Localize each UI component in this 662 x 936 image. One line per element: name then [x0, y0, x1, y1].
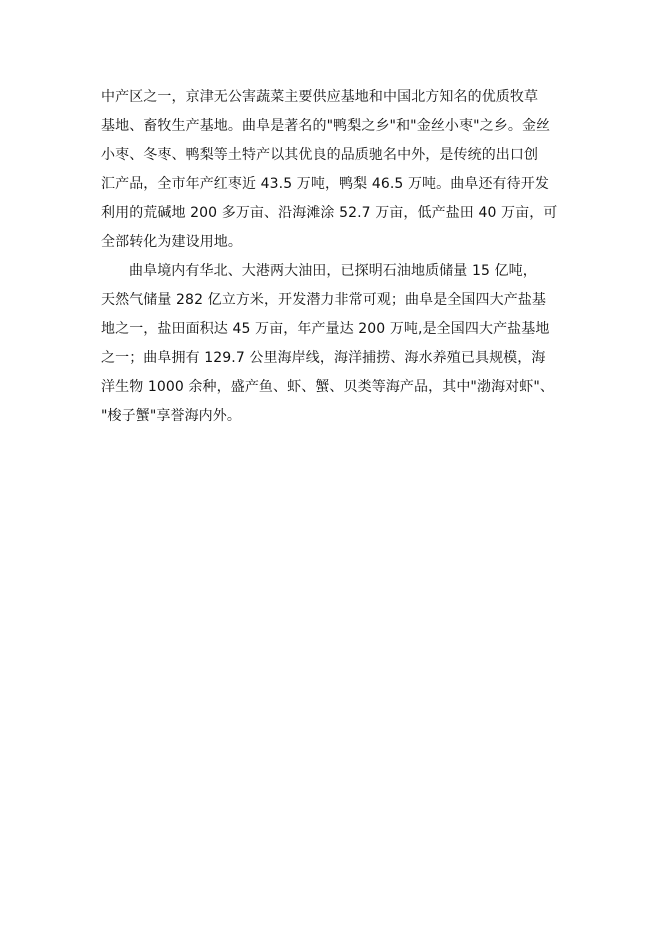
- text-line: 曲阜境内有华北、大港两大油田，已探明石油地质储量 15 亿吨，: [129, 263, 537, 279]
- text-line: 小枣、冬枣、鸭梨等土特产以其优良的品质驰名中外，是传统的出口创: [101, 147, 539, 163]
- text-line: 基地、畜牧生产基地。曲阜是著名的"鸭梨之乡"和"金丝小枣"之乡。金丝: [101, 118, 551, 134]
- text-line: 地之一，盐田面积达 45 万亩，年产量达 200 万吨,是全国四大产盐基地: [101, 321, 550, 337]
- text-line: 全部转化为建设用地。: [101, 234, 242, 250]
- text-line: 中产区之一，京津无公害蔬菜主要供应基地和中国北方知名的优质牧草: [101, 89, 539, 105]
- text-line: 洋生物 1000 余种，盛产鱼、虾、蟹、贝类等海产品，其中"渤海对虾"、: [101, 379, 555, 395]
- text-line: 汇产品，全市年产红枣近 43.5 万吨，鸭梨 46.5 万吨。曲阜还有待开发: [101, 176, 549, 192]
- document-body: [101, 83, 593, 431]
- text-line: 利用的荒碱地 200 多万亩、沿海滩涂 52.7 万亩，低产盐田 40 万亩，可: [101, 205, 558, 221]
- paragraph-1: [101, 83, 593, 257]
- text-line: 天然气储量 282 亿立方米，开发潜力非常可观；曲阜是全国四大产盐基: [101, 292, 547, 308]
- text-line: "梭子蟹"享誉海内外。: [101, 408, 241, 424]
- text-line: 之一；曲阜拥有 129.7 公里海岸线，海洋捕捞、海水养殖已具规模，海: [101, 350, 546, 366]
- paragraph-2: [101, 257, 593, 431]
